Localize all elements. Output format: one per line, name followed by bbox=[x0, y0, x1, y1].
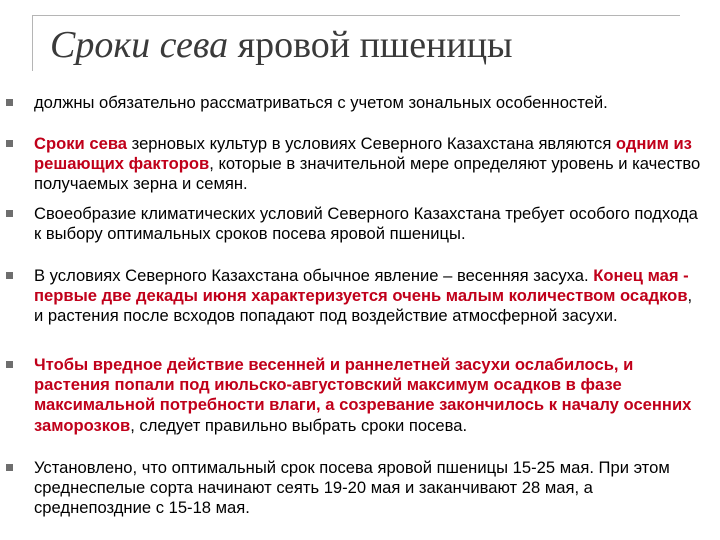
bullet-item-6 bbox=[34, 458, 706, 519]
bullet-item-4 bbox=[34, 266, 706, 327]
item-2-segment-1: Сроки сева bbox=[34, 134, 128, 153]
item-6-segment-1: Установлено, что оптимальный срок посева яровой пшеницы 15-25 мая. При этом среднеспелые сорта начинают сеять 19-20 мая и заканчивают 28 мая, а среднепоздние с 15-18 мая. bbox=[34, 458, 670, 518]
bullet-item-1 bbox=[34, 93, 706, 113]
bullet-item-3 bbox=[34, 204, 706, 244]
item-5-segment-1: Чтобы вредное действие весенней и раннелетней засухи ослабилось, и растения попали под июльско-августовский максимум осадков в фазе максимальной потребности влаги, а созревание закончилось к началу осенних заморозков bbox=[34, 355, 692, 435]
item-5-text bbox=[34, 355, 691, 435]
item-2-segment-3: одним из решающих факторов bbox=[34, 134, 692, 174]
bullet-item-2 bbox=[34, 134, 706, 195]
item-1-text bbox=[34, 93, 608, 112]
item-5-segment-2: , следует правильно выбрать сроки посева. bbox=[130, 415, 468, 435]
square-bullet-icon bbox=[6, 464, 13, 471]
item-4-text bbox=[34, 266, 692, 325]
item-3-segment-1: Своеобразие климатических условий Северного Казахстана требует особого подхода к выбору оптимальных сроков посева яровой пшеницы. bbox=[34, 204, 698, 244]
slide-title-rest: яровой пшеницы bbox=[228, 24, 513, 66]
square-bullet-icon bbox=[6, 210, 13, 217]
square-bullet-icon bbox=[6, 272, 13, 279]
item-3-text bbox=[34, 204, 698, 243]
square-bullet-icon bbox=[6, 140, 13, 147]
item-6-text bbox=[34, 458, 670, 517]
item-4-segment-2: Конец мая - первые две декады июня характеризуется очень малым количеством осадков bbox=[34, 266, 689, 306]
square-bullet-icon bbox=[6, 361, 13, 368]
bullet-item-5 bbox=[34, 355, 706, 436]
item-1-segment-1: должны обязательно рассматриваться с учетом зональных особенностей. bbox=[34, 93, 608, 112]
item-4-segment-3: , и растения после всходов попадают под воздействие атмосферной засухи. bbox=[34, 286, 693, 326]
item-2-text bbox=[34, 134, 700, 193]
item-4-segment-1: В условиях Северного Казахстана обычное явление – весенняя засуха. bbox=[34, 266, 594, 285]
slide-title-italic: Сроки сева bbox=[50, 24, 229, 66]
item-2-segment-4: , которые в значительной мере определяют уровень и качество получаемых зерна и семян. bbox=[34, 154, 701, 194]
item-2-segment-2: зерновых культур в условиях Северного Казахстана являются bbox=[127, 134, 616, 153]
square-bullet-icon bbox=[6, 99, 13, 106]
